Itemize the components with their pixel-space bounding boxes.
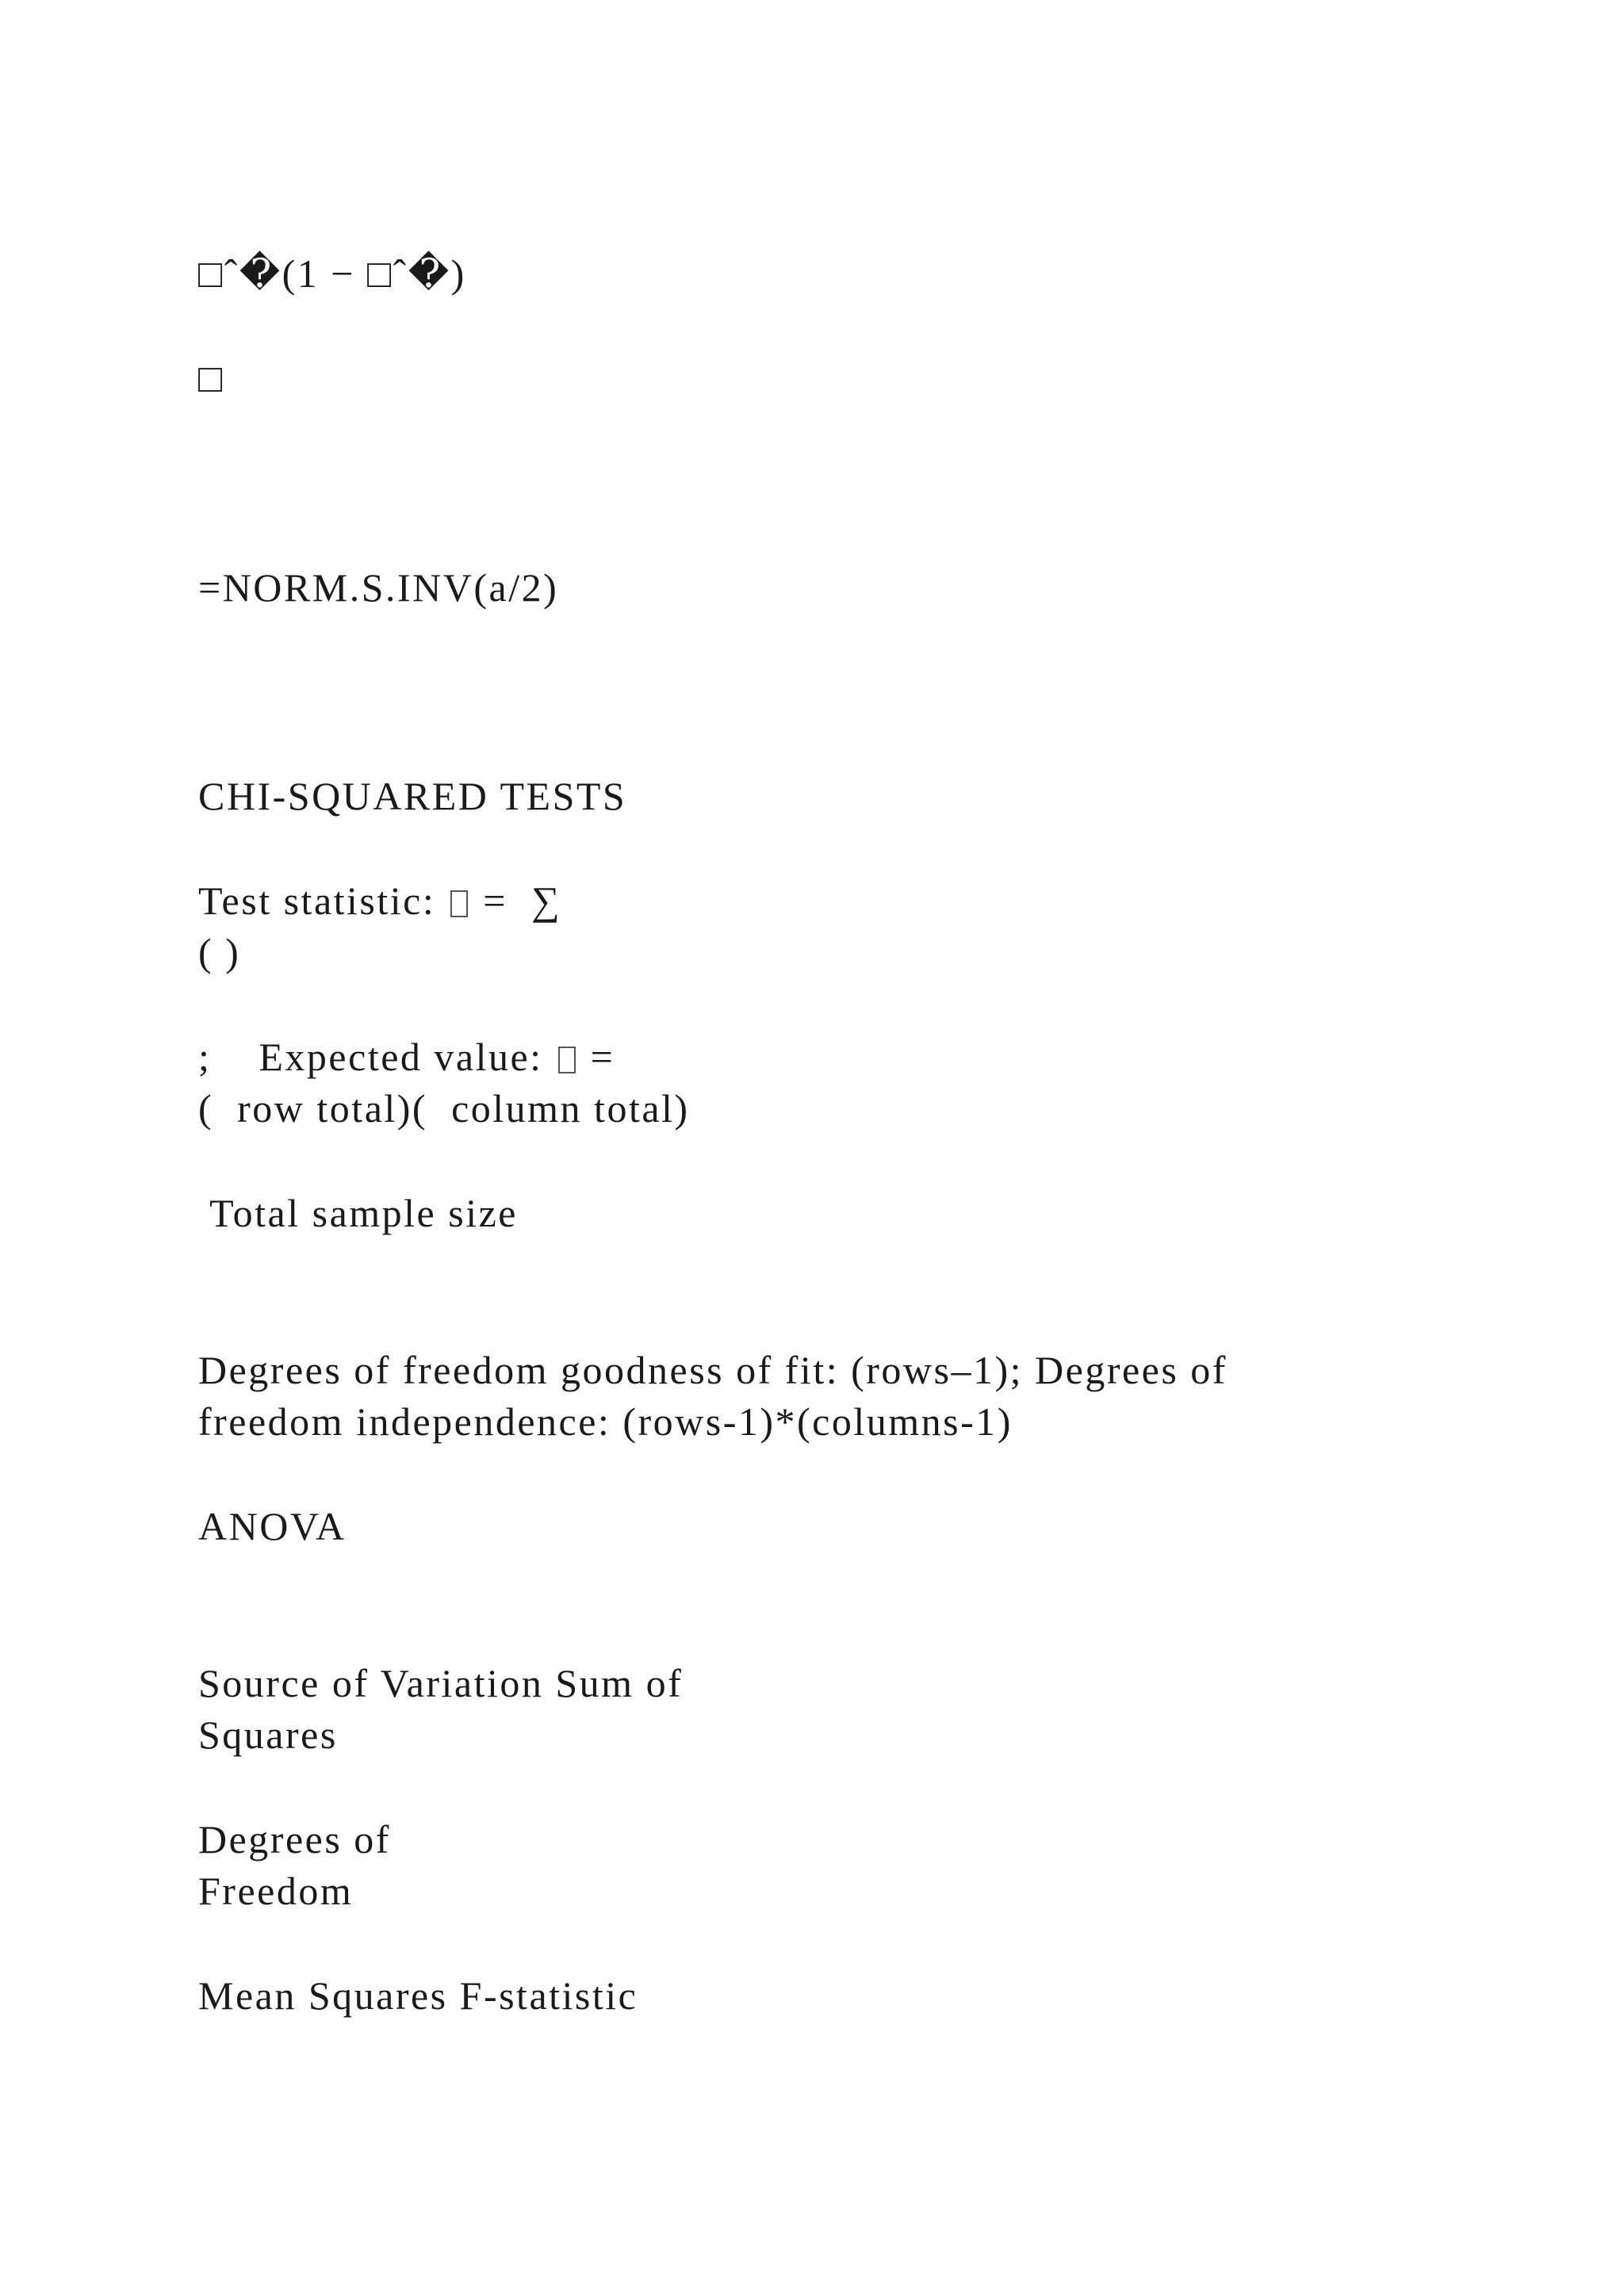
chi-squared-heading: CHI-SQUARED TESTS bbox=[198, 774, 627, 818]
degrees-of-freedom-line-1: Degrees of freedom goodness of fit: (rows–1); Degrees of bbox=[198, 1348, 1228, 1392]
formula-glyph: □ bbox=[198, 356, 224, 400]
placeholder-glyph-box bbox=[450, 890, 468, 917]
total-sample-size-line: Total sample size bbox=[198, 1191, 518, 1235]
formula-fragment: □ˆ�(1 − □ˆ�) bbox=[198, 251, 466, 296]
norm-inv-formula: =NORM.S.INV(a/2) bbox=[198, 565, 559, 610]
degrees-of-freedom-header-1: Degrees of bbox=[198, 1817, 391, 1862]
source-of-variation-line-1: Source of Variation Sum of bbox=[198, 1661, 684, 1705]
source-of-variation-line-2: Squares bbox=[198, 1712, 338, 1757]
expected-value-equation: = bbox=[590, 1035, 615, 1079]
placeholder-glyph-box bbox=[558, 1047, 576, 1073]
anova-heading: ANOVA bbox=[198, 1504, 347, 1548]
mean-squares-line: Mean Squares F-statistic bbox=[198, 1973, 638, 2018]
test-statistic-line bbox=[198, 874, 561, 927]
parentheses-line: ( ) bbox=[198, 930, 241, 974]
test-statistic-label: Test statistic: bbox=[198, 878, 436, 923]
expected-value-label: ; Expected value: bbox=[198, 1035, 543, 1079]
test-statistic-equation: = ∑ bbox=[483, 878, 562, 923]
degrees-of-freedom-line-2: freedom independence: (rows-1)*(columns-1) bbox=[198, 1399, 1013, 1444]
row-column-total-line: ( row total)( column total) bbox=[198, 1086, 690, 1131]
expected-value-line bbox=[198, 1031, 615, 1083]
degrees-of-freedom-header-2: Freedom bbox=[198, 1869, 354, 1913]
